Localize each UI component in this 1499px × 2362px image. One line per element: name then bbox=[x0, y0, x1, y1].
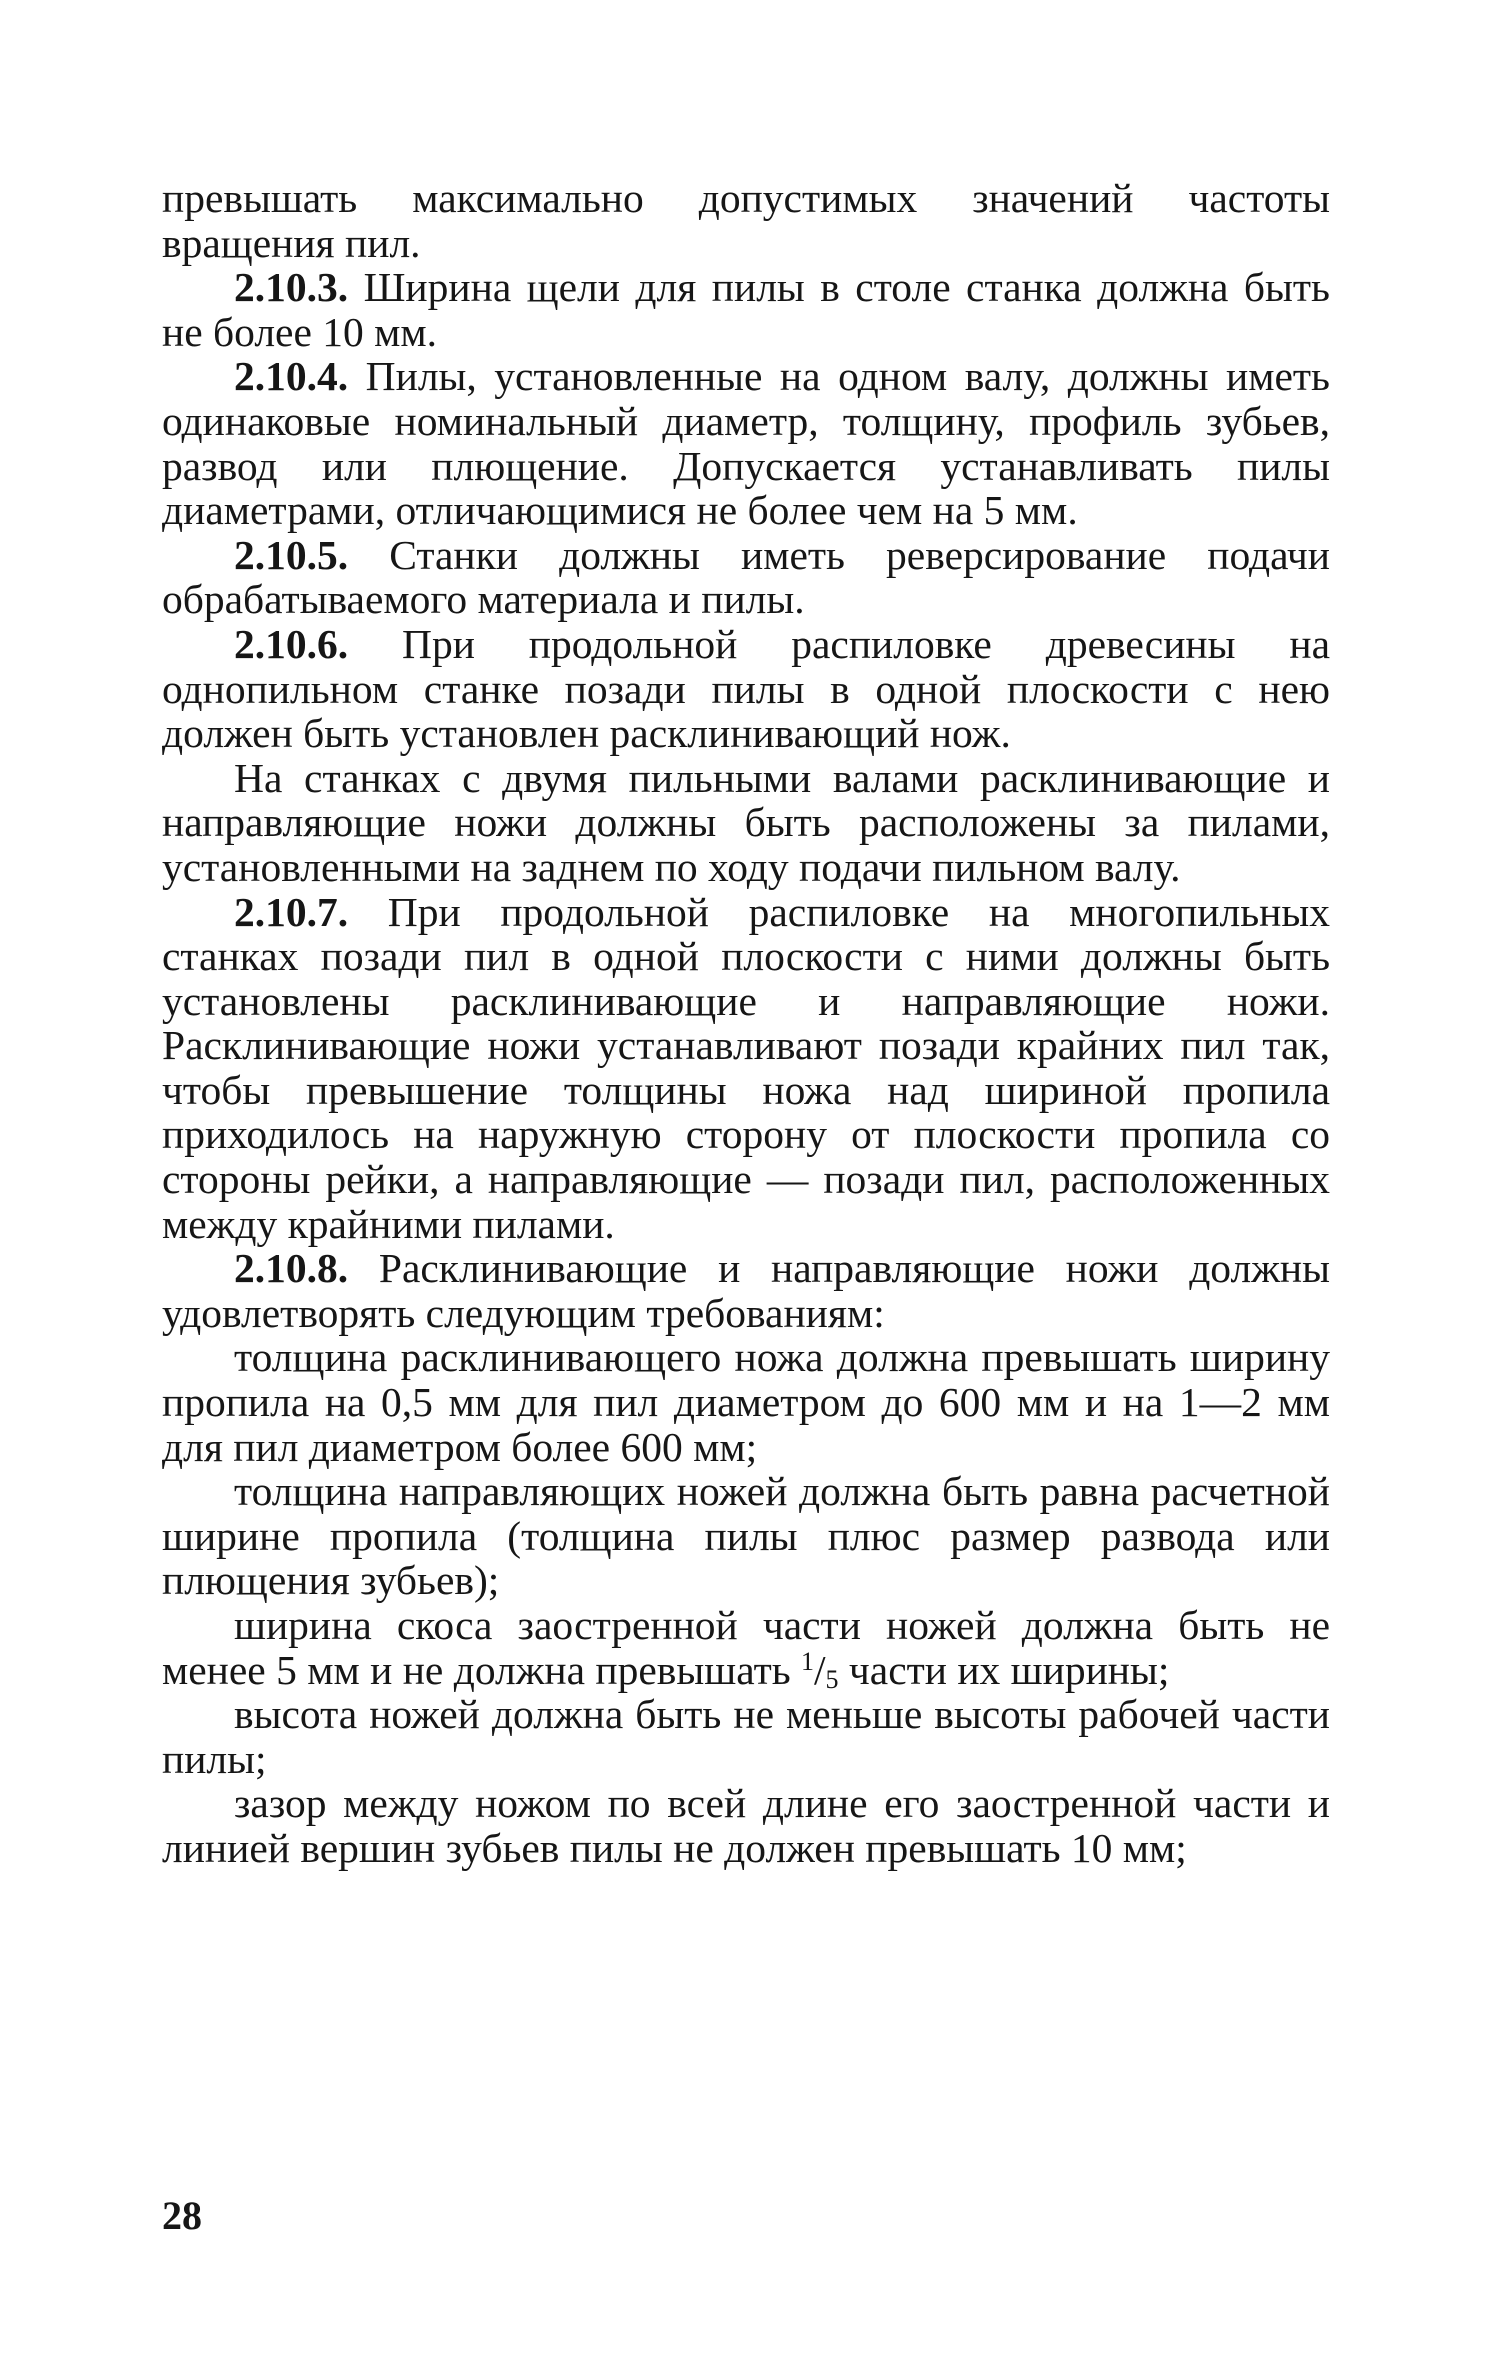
paragraph-2-10-4: 2.10.4. Пилы, установленные на одном валу, должны иметь одинаковые номинальный диаметр, толщину, профиль зубьев, развод или плющение. Допускается устанавливать пилы диаметрами, отличающимися не более чем на 5 мм. bbox=[162, 353, 1330, 534]
paragraph-2-10-3: 2.10.3. Ширина щели для пилы в столе станка должна быть не более 10 мм. bbox=[162, 264, 1330, 355]
paragraph-two-shaft-machines: На станках с двумя пильными валами расклинивающие и направляющие ножи должны быть расположены за пилами, установленными на заднем по ходу подачи пильном валу. bbox=[162, 754, 1330, 890]
paragraph-intro: превышать максимально допустимых значений частоты вращения пил. bbox=[162, 175, 1330, 266]
paragraph-2-10-5: 2.10.5. Станки должны иметь реверсирование подачи обрабатываемого материала и пилы. bbox=[162, 531, 1330, 623]
requirement-bevel-width: ширина скоса заостренной части ножей должна быть не менее 5 мм и не должна превышать $^1$/5 части их ширины; bbox=[162, 1602, 1330, 1694]
requirement-spreader-thickness: толщина расклинивающего ножа должна превышать ширину пропила на 0,5 мм для пил диаметром до 600 мм и на 1—2 мм для пил диаметром более 600 мм; bbox=[162, 1334, 1330, 1470]
document-page bbox=[162, 176, 1330, 1871]
clause-number: 2.10.6. bbox=[234, 620, 349, 667]
fraction-denominator: 5 bbox=[825, 1664, 839, 1694]
paragraph-2-10-7: 2.10.7. При продольной распиловке на многопильных станках позади пил в одной плоскости с ними должны быть установлены расклинивающие и направляющие ножи. Расклинивающие ножи устанавливают позади крайних пил так, чтобы превышение толщины ножа над шириной пропила приходилось на наружную сторону от плоскости пропила со стороны рейки, а направляющие — позади пил, расположенных между крайними пилами. bbox=[162, 888, 1330, 1247]
clause-number: 2.10.5. bbox=[234, 531, 349, 578]
fraction-slash: / bbox=[814, 1646, 826, 1693]
requirement-knife-height: высота ножей должна быть не меньше высоты рабочей части пилы; bbox=[162, 1691, 1330, 1782]
paragraph-2-10-8: 2.10.8. Расклинивающие и направляющие ножи должны удовлетворять следующим требованиям: bbox=[162, 1245, 1330, 1336]
paragraph-2-10-6: 2.10.6. При продольной распиловке древесины на однопильном станке позади пилы в одной плоскости с нею должен быть установлен расклинивающий нож. bbox=[162, 620, 1330, 757]
clause-number: 2.10.3. bbox=[234, 264, 349, 311]
page-number: 28 bbox=[162, 2193, 202, 2238]
fraction-numerator: 1 bbox=[801, 1646, 815, 1676]
requirement-guide-thickness: толщина направляющих ножей должна быть равна расчетной ширине пропила (толщина пилы плюс размер развода или плющения зубьев); bbox=[162, 1468, 1330, 1604]
clause-number: 2.10.7. bbox=[234, 888, 349, 935]
requirement-gap: зазор между ножом по всей длине его заостренной части и линией вершин зубьев пилы не должен превышать 10 мм; bbox=[162, 1780, 1330, 1871]
clause-number: 2.10.4. bbox=[234, 353, 349, 400]
clause-number: 2.10.8. bbox=[234, 1245, 349, 1292]
